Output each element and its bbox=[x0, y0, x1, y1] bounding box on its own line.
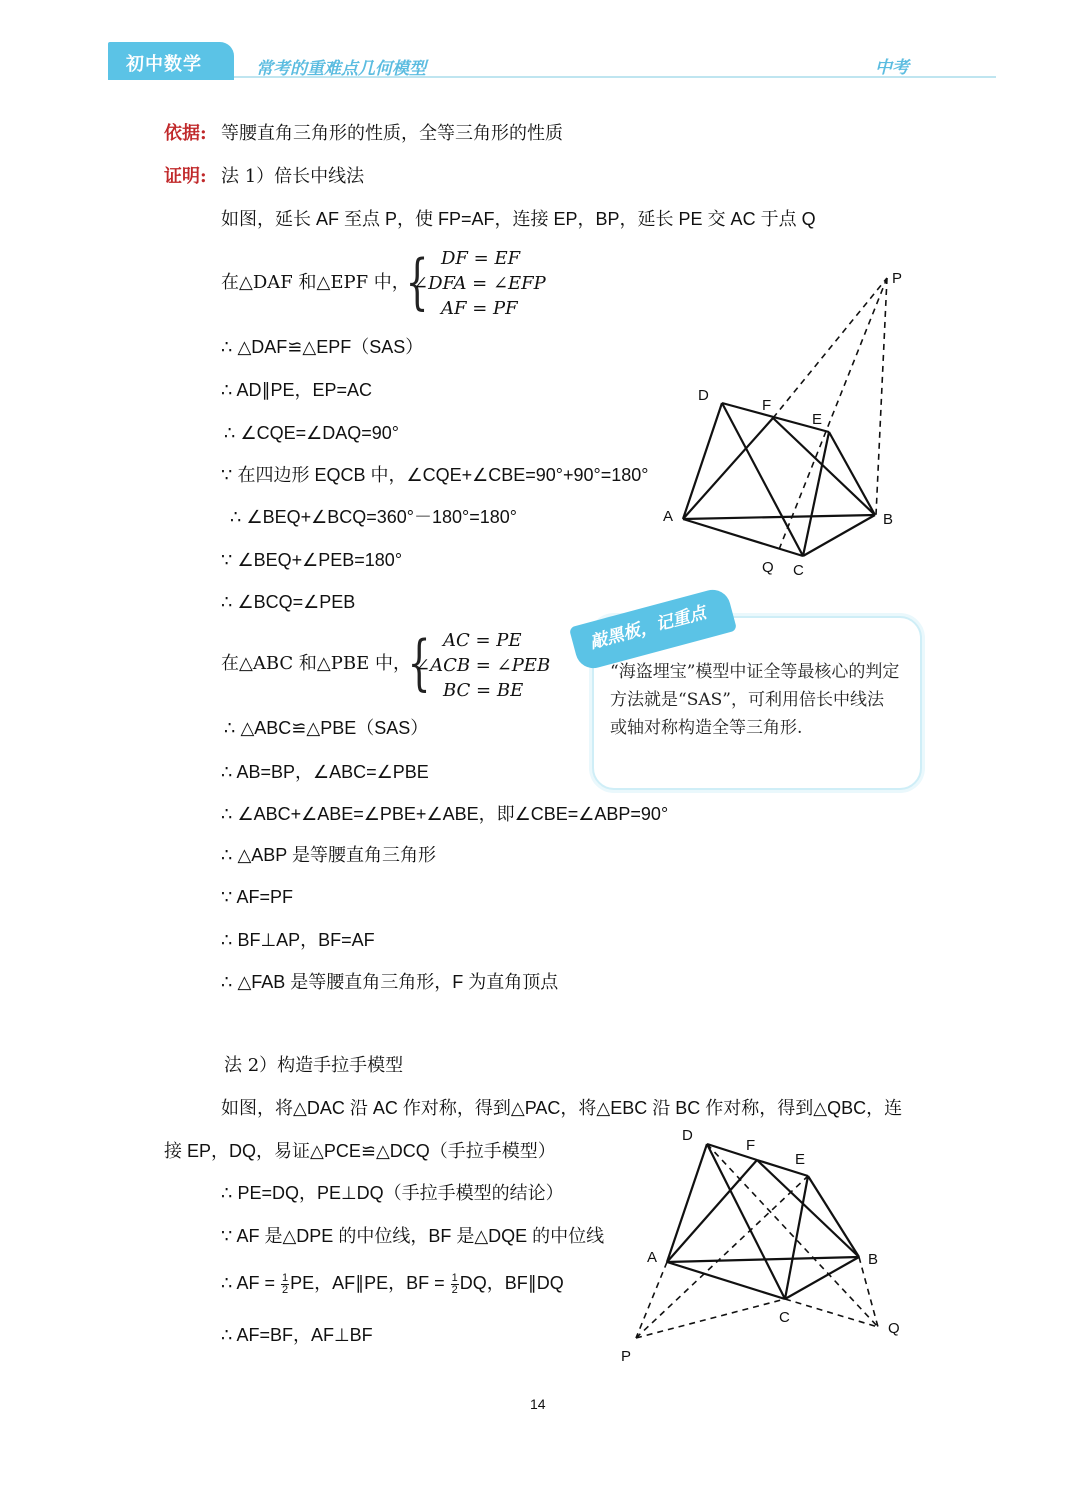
system1-eq1: DF = EF bbox=[441, 248, 521, 269]
proof-line: ∴ △FAB 是等腰直角三角形，F 为直角顶点 bbox=[221, 972, 559, 992]
header-exam-label: 中考 bbox=[875, 58, 909, 78]
point-label: P bbox=[621, 1348, 632, 1365]
method2-title: 法 2）构造手拉手模型 bbox=[224, 1055, 404, 1076]
proof-label: 证明: bbox=[164, 166, 207, 187]
point-label: P bbox=[892, 270, 903, 287]
fraction-line-part: DQ，BF∥DQ bbox=[459, 1273, 564, 1293]
proof-line: ∴ PE=DQ，PE⊥DQ（手拉手模型的结论） bbox=[221, 1183, 564, 1203]
system2-brace: { bbox=[407, 628, 431, 698]
proof-line: ∴ BF⊥AP，BF=AF bbox=[221, 930, 375, 950]
system2-eq2: ∠ACB = ∠PEB bbox=[415, 655, 551, 676]
proof-line: ∵ 在四边形 EQCB 中，∠CQE+∠CBE=90°+90°=180° bbox=[221, 465, 649, 485]
proof-line: 接 EP，DQ，易证△PCE≌△DCQ（手拉手模型） bbox=[164, 1141, 556, 1161]
header-tab-label: 初中数学 bbox=[126, 54, 202, 75]
point-label: B bbox=[883, 511, 894, 528]
proof-line: ∴ ∠ABC+∠ABE=∠PBE+∠ABE，即∠CBE=∠ABP=90° bbox=[221, 804, 669, 824]
system2-eq3: BC = BE bbox=[443, 680, 524, 701]
fraction-numerator: 1 bbox=[281, 1271, 289, 1284]
point-label: D bbox=[682, 1127, 693, 1144]
point-label: C bbox=[793, 562, 804, 579]
point-label: F bbox=[762, 397, 772, 414]
point-label: F bbox=[746, 1137, 756, 1154]
point-label: E bbox=[795, 1151, 806, 1168]
point-label: E bbox=[812, 411, 823, 428]
fraction-denominator: 2 bbox=[281, 1283, 289, 1296]
proof-line: ∴ ∠BCQ=∠PEB bbox=[221, 592, 356, 612]
point-label: A bbox=[663, 508, 674, 525]
fraction-half bbox=[451, 1273, 459, 1296]
proof-line: ∴ AD∥PE，EP=AC bbox=[221, 380, 373, 400]
basis-text: 等腰直角三角形的性质，全等三角形的性质 bbox=[221, 123, 563, 144]
system1-prefix: 在△DAF 和△EPF 中， bbox=[221, 272, 410, 293]
fraction-numerator: 1 bbox=[451, 1271, 458, 1284]
proof-line: ∴ ∠BEQ+∠BCQ=360°－180°=180° bbox=[230, 507, 517, 527]
fraction-line-part: PE，AF∥PE，BF = bbox=[290, 1273, 450, 1293]
proof-line: ∴ △ABP 是等腰直角三角形 bbox=[221, 845, 436, 865]
point-label: Q bbox=[762, 559, 774, 576]
system1-eq3: AF = PF bbox=[441, 298, 518, 319]
proof-line: ∴ △DAF≌△EPF（SAS） bbox=[221, 337, 424, 357]
point-label: Q bbox=[888, 1320, 900, 1337]
point-label: D bbox=[698, 387, 709, 404]
proof-line: ∴ △ABC≌△PBE（SAS） bbox=[224, 718, 429, 738]
point-label: C bbox=[779, 1309, 790, 1326]
proof-line: ∵ AF=PF bbox=[221, 887, 293, 907]
proof-line: ∵ AF 是△DPE 的中位线，BF 是△DQE 的中位线 bbox=[221, 1226, 605, 1246]
system1-brace: { bbox=[405, 247, 429, 317]
header-rule bbox=[108, 76, 996, 78]
fraction-line-part: ∴ AF = bbox=[221, 1273, 280, 1293]
proof-line: ∴ AB=BP，∠ABC=∠PBE bbox=[221, 762, 429, 782]
point-label: B bbox=[868, 1251, 879, 1268]
system2-eq1: AC = PE bbox=[443, 630, 522, 651]
proof-line: 如图，将△DAC 沿 AC 作对称，得到△PAC，将△EBC 沿 BC 作对称，得到△QBC，连 bbox=[221, 1098, 903, 1118]
system1-eq2: ∠DFA = ∠EFP bbox=[413, 273, 546, 294]
fraction-half bbox=[281, 1273, 289, 1296]
proof-line-fraction bbox=[221, 1272, 564, 1296]
system2-prefix: 在△ABC 和△PBE 中， bbox=[221, 653, 411, 674]
method1-title: 法 1）倍长中线法 bbox=[221, 166, 365, 187]
key-point-text: “海盗埋宝”模型中证全等最核心的判定方法就是“SAS”，可利用倍长中线法或轴对称构造全等三角形. bbox=[610, 662, 900, 738]
page-number: 14 bbox=[530, 1396, 546, 1412]
proof-line: ∴ AF=BF，AF⊥BF bbox=[221, 1325, 373, 1345]
proof-line: 如图，延长 AF 至点 P，使 FP=AF，连接 EP，BP，延长 PE 交 AC 于点 Q bbox=[221, 209, 816, 229]
key-point-tag-label: 敲黑板，记重点 bbox=[588, 602, 709, 653]
header-title: 常考的重难点几何模型 bbox=[256, 59, 426, 79]
figure-1-diagram bbox=[650, 262, 920, 582]
basis-label: 依据: bbox=[164, 123, 207, 144]
proof-line: ∴ ∠CQE=∠DAQ=90° bbox=[224, 423, 399, 443]
figure-2-diagram bbox=[614, 1124, 914, 1372]
fraction-denominator: 2 bbox=[451, 1283, 458, 1296]
point-label: A bbox=[647, 1249, 658, 1266]
proof-line: ∵ ∠BEQ+∠PEB=180° bbox=[221, 550, 403, 570]
